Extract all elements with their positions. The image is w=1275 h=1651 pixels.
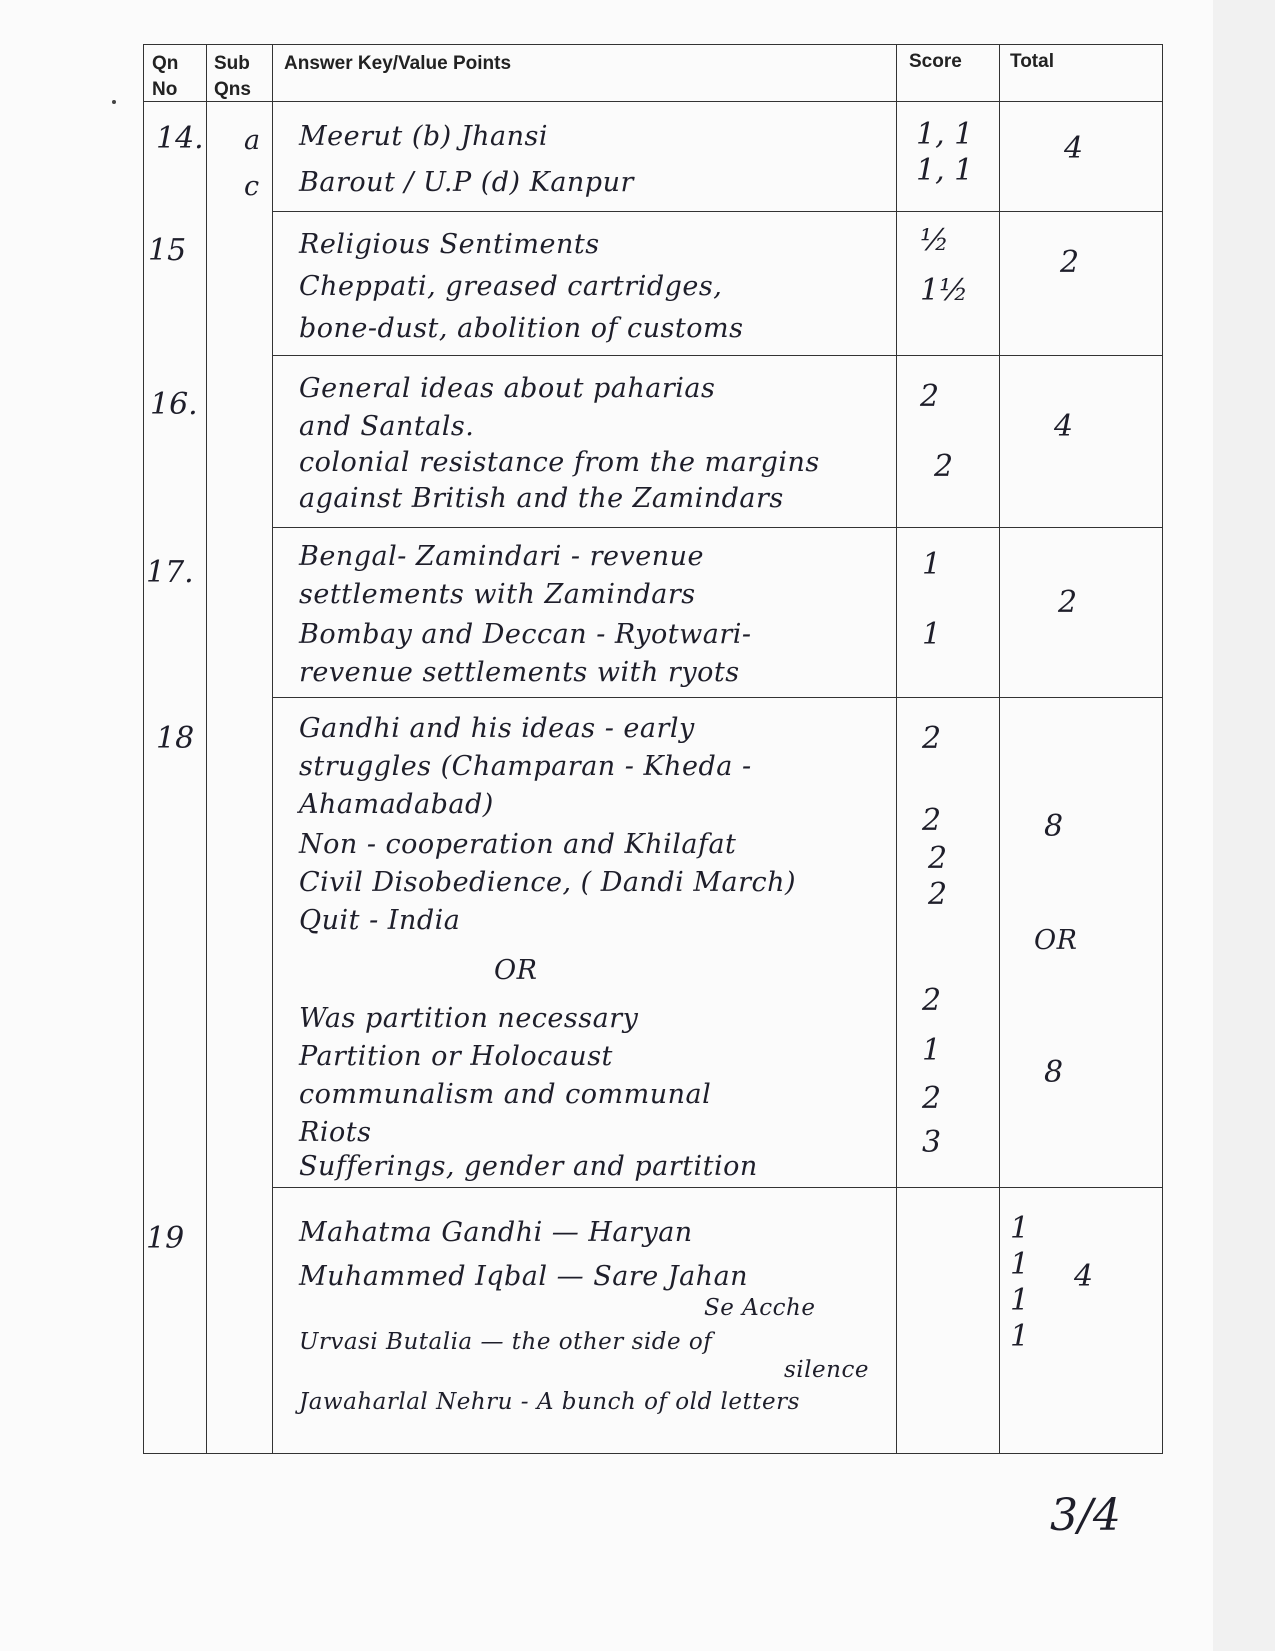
q15-score-1: ½ [920, 223, 950, 258]
row-divider [272, 1187, 1162, 1188]
q14-sub-c: c [244, 171, 260, 202]
q14-sub-a: a [244, 125, 261, 156]
header-total: Total [1010, 51, 1054, 72]
q16-score-2: 2 [934, 449, 954, 484]
answer-key-table [143, 44, 1163, 1454]
row-divider [272, 211, 1162, 212]
q18-answer-line-11: Sufferings, gender and partition [299, 1151, 758, 1182]
q14-answer-line-2: Barout / U.P (d) Kanpur [299, 167, 634, 198]
q17-answer-line-2: settlements with Zamindars [299, 579, 696, 610]
column-divider [896, 45, 897, 1453]
q14-total: 4 [1064, 131, 1084, 166]
q15-answer-line-2: Cheppati, greased cartridges, [299, 271, 723, 302]
q19-answer-line-3: Urvasi Butalia — the other side of [299, 1329, 713, 1355]
q18-score-6: 1 [922, 1033, 942, 1068]
q17-total: 2 [1058, 585, 1078, 620]
header-divider [144, 101, 1162, 102]
q18-answer-line-2: struggles (Champaran - Kheda - [299, 751, 752, 782]
q16-number: 16. [150, 387, 198, 422]
column-divider [272, 45, 273, 1453]
q15-answer-line-3: bone-dust, abolition of customs [299, 313, 744, 344]
q16-total: 4 [1054, 409, 1074, 444]
q18-score-4: 2 [928, 877, 948, 912]
q19-answer-line-2: Muhammed Iqbal — Sare Jahan [299, 1261, 749, 1292]
q18-answer-line-3: Ahamadabad) [299, 789, 494, 820]
q18-score-2: 2 [922, 803, 942, 838]
q19-mark-1: 1 [1010, 1211, 1030, 1246]
q18-answer-line-9: communalism and communal [299, 1079, 712, 1110]
q19-answer-line-1: Mahatma Gandhi — Haryan [299, 1217, 693, 1248]
q19-mark-4: 1 [1010, 1319, 1030, 1354]
q18-score-8: 3 [922, 1125, 942, 1160]
q15-total: 2 [1060, 245, 1080, 280]
scan-speck [112, 100, 116, 104]
page-number: 3/4 [1050, 1490, 1121, 1541]
q18-score-7: 2 [922, 1081, 942, 1116]
q18-answer-line-5: Civil Disobedience, ( Dandi March) [299, 867, 797, 898]
q18-score-1: 2 [922, 721, 942, 756]
q16-answer-line-2: and Santals. [299, 411, 475, 442]
q16-score-1: 2 [920, 379, 940, 414]
q16-answer-line-4: against British and the Zamindars [299, 483, 784, 514]
q16-answer-line-1: General ideas about paharias [299, 373, 716, 404]
row-divider [272, 697, 1162, 698]
q18-or-divider: OR [494, 955, 538, 986]
q18-answer-line-8: Partition or Holocaust [299, 1041, 613, 1072]
q14-answer-line-1: Meerut (b) Jhansi [299, 121, 548, 152]
q19-number: 19 [146, 1221, 185, 1256]
q18-score-3: 2 [928, 841, 948, 876]
q18-answer-line-10: Riots [299, 1117, 372, 1148]
q19-answer-line-3b: silence [784, 1357, 869, 1383]
q18-answer-line-7: Was partition necessary [299, 1003, 639, 1034]
q19-answer-line-4: Jawaharlal Nehru - A bunch of old letters [299, 1389, 800, 1415]
q15-number: 15 [148, 233, 187, 268]
header-sub-qns: Sub Qns [214, 53, 251, 100]
q17-answer-line-1: Bengal- Zamindari - revenue [299, 541, 704, 572]
q14-number: 14. [156, 121, 204, 156]
q19-answer-line-2b: Se Acche [704, 1295, 816, 1321]
q14-score-2: 1, 1 [916, 153, 974, 188]
q17-score-2: 1 [922, 617, 942, 652]
column-divider [999, 45, 1000, 1453]
q18-number: 18 [156, 721, 195, 756]
q19-mark-3: 1 [1010, 1283, 1030, 1318]
q18-total-or: OR [1034, 925, 1078, 956]
header-qn-no: Qn No [152, 53, 179, 100]
q17-number: 17. [146, 555, 194, 590]
header-answer-key: Answer Key/Value Points [284, 53, 512, 74]
q16-answer-line-3: colonial resistance from the margins [299, 447, 820, 478]
q18-answer-line-6: Quit - India [299, 905, 461, 936]
q19-mark-2: 1 [1010, 1247, 1030, 1282]
q18-answer-line-4: Non - cooperation and Khilafat [299, 829, 737, 860]
q18-answer-line-1: Gandhi and his ideas - early [299, 713, 695, 744]
q17-answer-line-3: Bombay and Deccan - Ryotwari- [299, 619, 752, 650]
q15-score-2: 1½ [920, 273, 969, 308]
q19-total: 4 [1074, 1259, 1094, 1294]
q18-total-2: 8 [1044, 1055, 1064, 1090]
q15-answer-line-1: Religious Sentiments [299, 229, 600, 260]
row-divider [272, 355, 1162, 356]
q17-answer-line-4: revenue settlements with ryots [299, 657, 740, 688]
q18-score-5: 2 [922, 983, 942, 1018]
column-divider [206, 45, 207, 1453]
q18-total-1: 8 [1044, 809, 1064, 844]
q17-score-1: 1 [922, 547, 942, 582]
header-score: Score [909, 51, 962, 72]
row-divider [272, 527, 1162, 528]
scan-edge [1213, 0, 1275, 1651]
q14-score-1: 1, 1 [916, 117, 974, 152]
